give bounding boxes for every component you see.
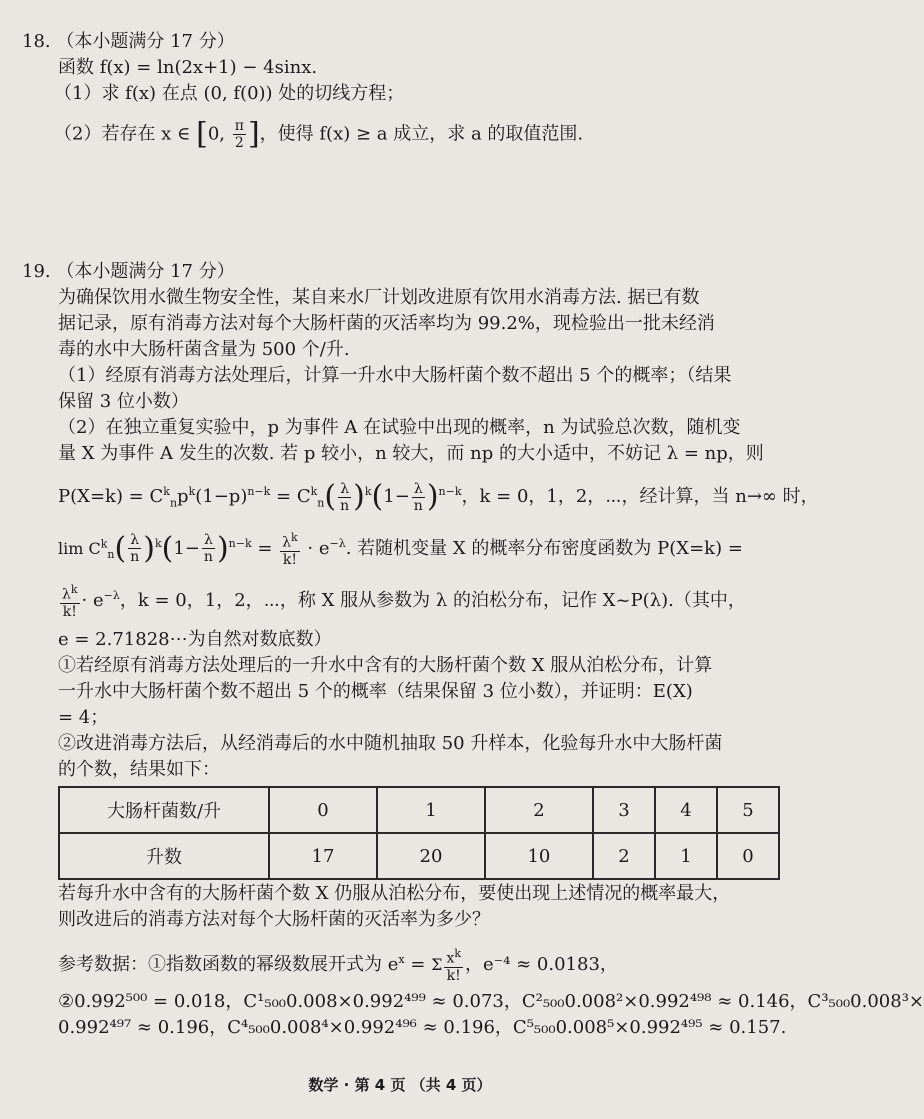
- table-row: [59, 833, 779, 879]
- q19-part2-a: （2）在独立重复实验中，p 为事件 A 在试验中出现的概率，n 为试验总次数，随机变: [58, 417, 741, 438]
- table-header-cell: 升数: [59, 833, 269, 879]
- table-cell: 0: [717, 833, 779, 879]
- q19-part1-a: （1）经原有消毒方法处理后，计算一升水中大肠杆菌个数不超出 5 个的概率；（结果: [58, 365, 732, 386]
- table-cell: 20: [377, 833, 485, 879]
- table-row: [59, 787, 779, 833]
- pi-over-2-fraction: $\frac{\pi}{2}$: [234, 118, 244, 151]
- q18-function: 函数 f(x) = ln(2x+1) − 4sinx.: [58, 57, 318, 78]
- q19-reference-2: ②0.992⁵⁰⁰ = 0.018，C¹₅₀₀0.008×0.992⁴⁹⁹ ≈ 0.073，C²₅₀₀0.008²×0.992⁴⁹⁸ ≈ 0.146，C³₅₀₀0.008³×: [58, 991, 924, 1012]
- table-cell: 1: [377, 787, 485, 833]
- q19-reference-3: 0.992⁴⁹⁷ ≈ 0.196，C⁴₅₀₀0.008⁴×0.992⁴⁹⁶ ≈ 0.196，C⁵₅₀₀0.008⁵×0.992⁴⁹⁵ ≈ 0.157.: [58, 1017, 787, 1038]
- q18-part2: （2）若存在 x ∈ [0, $\frac{\pi}{2}$ ]，使得 f(x) ≥ a 成立，求 a 的取值范围.: [54, 116, 584, 152]
- q18-part1: （1）求 f(x) 在点 (0, f(0)) 处的切线方程；: [54, 83, 405, 104]
- q19-after-table-2: 则改进后的消毒方法对每个大肠杆菌的灭活率为多少？: [58, 909, 490, 930]
- table-cell: 2: [593, 833, 655, 879]
- q19-sub1-a: ①若经原有消毒方法处理后的一升水中含有的大肠杆菌个数 X 服从泊松分布，计算: [58, 655, 713, 676]
- q19-part1-b: 保留 3 位小数）: [58, 391, 189, 412]
- q19-intro-2: 据记录，原有消毒方法对每个大肠杆菌的灭活率均为 99.2%，现检验出一批未经消: [58, 313, 715, 334]
- q19-part2-b: 量 X 为事件 A 发生的次数. 若 p 较小，n 较大，而 np 的大小适中，不妨记 λ = np，则: [58, 443, 764, 464]
- q19-sub1-b: 一升水中大肠杆菌个数不超出 5 个的概率（结果保留 3 位小数），并证明：E(X): [58, 681, 693, 702]
- q19-reference-1: 参考数据：①指数函数的幂级数展开式为 $e^x = \Sigma$ $\frac{x^k}{k!}$ ，e⁻⁴ ≈ 0.0183，: [58, 947, 618, 984]
- q19-binomial-formula: $P(X=k) = C^k_np^k(1-p)^{n-k} = C^k_n$( $\frac{\lambda}{n}$ )$^k$(1− $\frac{\lambda}{n}$ )$^{n-k}$，k = 0，1，2，⋯，经计算，当 n→∞ 时，: [58, 479, 819, 514]
- table-cell: 1: [655, 833, 717, 879]
- q19-sub2-b: 的个数，结果如下：: [58, 759, 220, 780]
- page-footer: 数学 · 第 4 页 （共 4 页）: [308, 1076, 492, 1094]
- table-header-cell: 大肠杆菌数/升: [59, 787, 269, 833]
- q19-poisson-definition: $\frac{\lambda^k}{k!}$ · $e^{-\lambda}$，k = 0，1，2，⋯，称 X 服从参数为 λ 的泊松分布，记作 X~P(λ).（其中，: [62, 583, 746, 620]
- table-cell: 17: [269, 833, 377, 879]
- q19-sub1-c: = 4；: [58, 707, 109, 728]
- table-cell: 10: [485, 833, 593, 879]
- bacteria-count-table: [58, 786, 780, 880]
- q19-sub2-a: ②改进消毒方法后，从经消毒后的水中随机抽取 50 升样本，化验每升水中大肠杆菌: [58, 733, 723, 754]
- q19-intro-3: 毒的水中大肠杆菌含量为 500 个/升.: [58, 339, 350, 360]
- table-cell: 2: [485, 787, 593, 833]
- table-cell: 5: [717, 787, 779, 833]
- q19-after-table-1: 若每升水中含有的大肠杆菌个数 X 仍服从泊松分布，要使出现上述情况的概率最大，: [58, 883, 731, 904]
- table-cell: 3: [593, 787, 655, 833]
- table-cell: 0: [269, 787, 377, 833]
- q19-e-definition: e = 2.71828⋯为自然对数底数）: [58, 629, 332, 650]
- q19-header: 19. （本小题满分 17 分）: [22, 261, 235, 282]
- q18-header: 18. （本小题满分 17 分）: [22, 31, 235, 52]
- table-cell: 4: [655, 787, 717, 833]
- q19-limit-formula: $\lim C^k_n$( $\frac{\lambda}{n}$ )$^k$(1− $\frac{\lambda}{n}$ )$^{n-k}$ = $\frac{\lambda^k}{k!}$ · $e^{-\lambda}$. 若随机变量 X 的概率分布密度函数为 P(X=k) =: [58, 530, 743, 568]
- q19-intro-1: 为确保饮用水微生物安全性，某自来水厂计划改进原有饮用水消毒方法. 据已有数: [58, 287, 700, 308]
